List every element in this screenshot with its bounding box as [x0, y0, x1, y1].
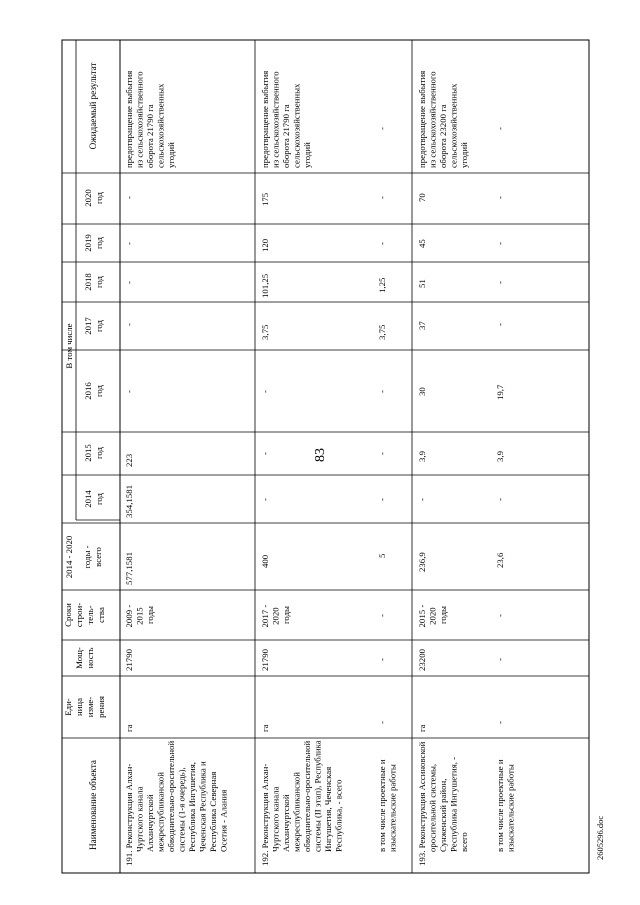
row-2017: 3,75	[260, 324, 270, 340]
row-2016: -	[260, 390, 270, 393]
header-capacity-2: ность	[85, 647, 95, 669]
row-terms: 2017 - 2020 годы	[260, 604, 291, 628]
row-2020: 70	[417, 193, 427, 202]
row-unit: га	[260, 724, 270, 732]
header-2015: 2015	[83, 444, 93, 462]
row-total: 5	[377, 553, 387, 558]
row-2020: -	[377, 196, 387, 199]
row-2019: 120	[260, 238, 270, 252]
row-name: 192. Реконструкция Алхан- Чуртского канала Алханчуртской межреспубликанской обводнительно-оросительной системы (II этап), Республика Ингушетия, Чеченская Республика, - всего	[260, 740, 344, 866]
header-2020: 2020	[83, 189, 93, 207]
header-unit-3: изме-	[85, 696, 95, 718]
row-2015: 3,9	[495, 451, 505, 462]
row-unit: га	[124, 724, 134, 732]
row-2015: -	[377, 452, 387, 455]
header-terms-4: ства	[96, 607, 106, 623]
row-2018: 51	[417, 279, 427, 288]
row-2016: 19,7	[495, 384, 505, 400]
header-terms-3: тель-	[85, 605, 95, 625]
header-2017-god: год	[94, 319, 104, 333]
row-2018: -	[124, 281, 134, 284]
row-2016: -	[377, 390, 387, 393]
row-2017: -	[495, 323, 505, 326]
row-2015: 3,9	[417, 451, 427, 462]
row-result: предотвращение выбытия из сельскохозяйственного оборота 21790 га сельскохозяйственных угодий	[260, 70, 312, 168]
header-unit-2: ница	[74, 697, 84, 717]
table-row	[260, 69, 344, 866]
row-2017: 3,75	[377, 324, 387, 340]
header-2015-god: год	[94, 446, 104, 460]
row-2016: 30	[417, 387, 427, 396]
row-capacity: 23200	[417, 649, 427, 671]
row-result: предотвращение выбытия из сельскохозяйственного оборота 21790 га сельскохозяйственных угодий	[124, 70, 176, 168]
row-total: 23,6	[495, 552, 505, 568]
row-capacity: -	[495, 658, 505, 661]
row-unit: -	[495, 721, 505, 724]
table-row	[124, 69, 229, 866]
table-row	[417, 69, 469, 866]
header-total-2: годы -	[82, 545, 92, 569]
header-capacity-1: Мощ-	[74, 647, 84, 669]
header-unit-4: рения	[96, 696, 106, 718]
row-2020: -	[495, 196, 505, 199]
header-2019-god: год	[94, 236, 104, 250]
row-total: 400	[260, 554, 270, 568]
row-2020: 175	[260, 192, 270, 206]
row-2014: -	[260, 498, 270, 501]
row-2018: 1,25	[377, 277, 387, 293]
header-unit-1: Еди-	[63, 698, 73, 716]
row-capacity: 21790	[260, 649, 270, 671]
header-2014: 2014	[83, 490, 93, 508]
row-2015: -	[260, 452, 270, 455]
header-2017: 2017	[83, 317, 93, 335]
row-terms: -	[495, 614, 505, 617]
row-2019: -	[495, 242, 505, 245]
table-row	[495, 127, 516, 852]
header-2018-god: год	[94, 275, 104, 289]
row-unit: -	[377, 721, 387, 724]
footer-doc-name: 2605296.doc	[595, 815, 605, 860]
header-incl: В том числе	[64, 323, 74, 369]
row-name: в том числе проектные и изыскательские работы	[377, 759, 398, 852]
row-capacity: 21790	[124, 649, 134, 671]
row-terms: 2009 - 2015 годы	[124, 604, 155, 628]
header-name: Наименование объекта	[88, 760, 98, 850]
header-result: Ожидаемый результат	[88, 62, 98, 150]
row-2019: 45	[417, 239, 427, 248]
row-name: в том числе проектные и изыскательские работы	[495, 759, 516, 852]
row-total: 236,9	[417, 552, 427, 572]
row-2019: -	[124, 242, 134, 245]
header-2018: 2018	[83, 273, 93, 291]
row-2014: -	[417, 498, 427, 501]
header-2016: 2016	[83, 382, 93, 400]
header-2016-god: год	[94, 384, 104, 398]
table-row	[377, 127, 398, 852]
row-2014: -	[495, 498, 505, 501]
row-name: 193. Реконструкция Ассиновской оросительной системы, Сунженский район, Республика Ингушетия, - всего	[417, 741, 469, 866]
header-total-3: всего	[93, 547, 103, 567]
header-2019: 2019	[83, 234, 93, 252]
header-terms-1: Сроки	[63, 603, 73, 627]
row-terms: 2015 - 2020 годы	[417, 604, 448, 628]
row-2014: 354,1581	[124, 485, 134, 518]
row-terms: -	[377, 614, 387, 617]
row-2017: 37	[417, 321, 427, 330]
row-name: 191. Реконструкция Алхан- Чуртского канала Алханчуртской межреспубликанской обводнительно-оросительной системы (1-я очередь), Республика Ингушетия, Чеченская Республика и Республика Северная Осетия - Алания	[124, 740, 229, 866]
row-2014: -	[377, 498, 387, 501]
row-2019: -	[377, 242, 387, 245]
row-total: 577,1581	[124, 552, 134, 585]
row-2017: -	[124, 323, 134, 326]
row-2018: 101,25	[260, 273, 270, 298]
row-2016: -	[124, 390, 134, 393]
row-2018: -	[495, 281, 505, 284]
row-capacity: -	[377, 658, 387, 661]
header-terms-2: строи-	[74, 602, 84, 628]
row-2015: 223	[124, 453, 134, 467]
row-2020: -	[124, 196, 134, 199]
row-result: -	[495, 127, 505, 130]
header-total-1: 2014 - 2020	[64, 535, 74, 579]
header-2020-god: год	[94, 191, 104, 205]
row-result: предотвращение выбытия из сельскохозяйственного оборота 23200 га сельскохозяйственных угодий	[417, 70, 469, 168]
table-header	[63, 63, 106, 850]
header-2014-god: год	[94, 492, 104, 506]
row-unit: га	[417, 724, 427, 732]
page-number: 83	[313, 448, 328, 462]
row-result: -	[377, 127, 387, 130]
